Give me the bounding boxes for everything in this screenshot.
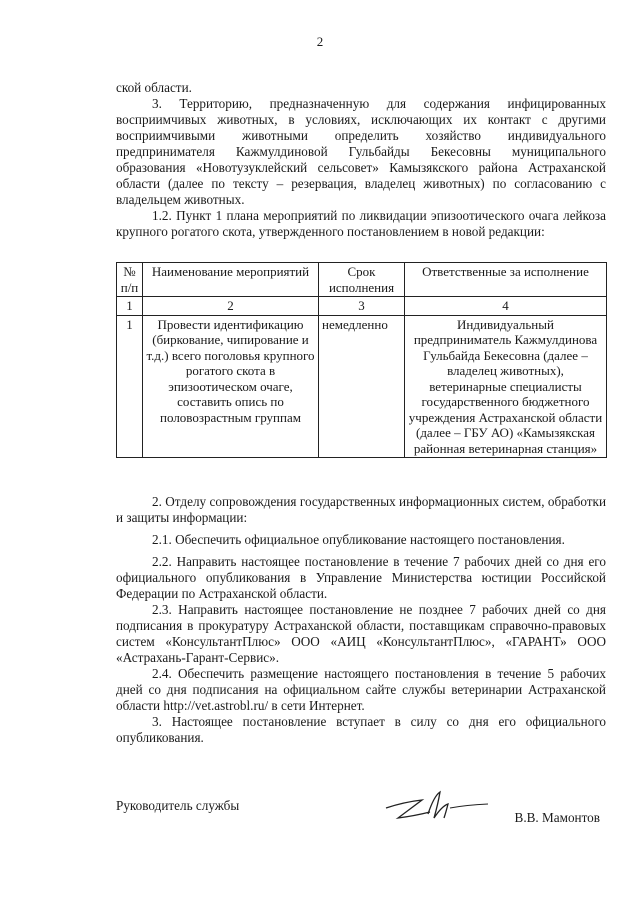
signer-name: В.В. Мамонтов bbox=[514, 810, 600, 825]
paragraph-3-final: 3. Настоящее постановление вступает в силу со дня его официального опубликования. bbox=[116, 714, 606, 745]
table-column-number-row bbox=[117, 297, 607, 316]
plan-table-wrapper bbox=[116, 262, 606, 458]
top-text bbox=[116, 80, 606, 240]
bottom-text bbox=[116, 494, 606, 746]
column-number: 1 bbox=[117, 297, 143, 316]
paragraph-2-3: 2.3. Направить настоящее постановление не позднее 7 рабочих дней со дня подписания в прокуратуру Астраханской области, поставщикам справочно-правовых систем «КонсультантПлюс» ООО «АИЦ «КонсультантПлюс», «ГАРАНТ» ООО «Астрахань-Гарант-Сервис». bbox=[116, 602, 606, 665]
paragraph-1-2: 1.2. Пункт 1 плана мероприятий по ликвидации эпизоотического очага лейкоза крупного рогатого скота, утвержденного постановлением в новой редакции: bbox=[116, 208, 606, 239]
column-number: 4 bbox=[405, 297, 607, 316]
column-number: 3 bbox=[319, 297, 405, 316]
paragraph-2-4: 2.4. Обеспечить размещение настоящего постановления в течение 5 рабочих дней со дня подписания на официальном сайте службы ветеринарии Астраханской области http://vet.astrobl.ru/ в сети Интернет. bbox=[116, 666, 606, 713]
row-num: 1 bbox=[117, 315, 143, 458]
row-action: Провести идентификацию (биркование, чипирование и т.д.) всего поголовья крупного рогатого скота в эпизоотическом очаге, составить опись по половозрастным группам bbox=[143, 315, 319, 458]
paragraph-continuation: ской области. bbox=[116, 80, 192, 95]
paragraph-3: 3. Территорию, предназначенную для содержания инфицированных восприимчивых животных, в условиях, исключающих их контакт с другими восприимчивыми животными определить хозяйство индивидуального предпринимателя Кажмулдиновой Гульбайды Бекесовны муниципального образования «Новотузуклейский сельсовет» Камызякского района Астраханской области (далее по тексту – резервация, владелец животных) по согласованию с владельцем животных. bbox=[116, 96, 606, 207]
plan-table bbox=[116, 262, 607, 458]
header-responsible: Ответственные за исполнение bbox=[405, 263, 607, 297]
header-action: Наименование мероприятий bbox=[143, 263, 319, 297]
paragraph-2: 2. Отделу сопровождения государственных информационных систем, обработки и защиты информации: bbox=[116, 494, 606, 525]
table-header-row bbox=[117, 263, 607, 297]
paragraph-2-2: 2.2. Направить настоящее постановление в течение 7 рабочих дней со дня его официального опубликования в Управление Министерства юстиции Российской Федерации по Астраханской области. bbox=[116, 554, 606, 601]
page-number: 2 bbox=[316, 34, 324, 49]
header-num: № п/п bbox=[117, 263, 143, 297]
signer-title: Руководитель службы bbox=[116, 798, 240, 813]
paragraph-2-1: 2.1. Обеспечить официальное опубликование настоящего постановления. bbox=[152, 532, 565, 547]
row-term: немедленно bbox=[319, 315, 405, 458]
header-term: Срок исполнения bbox=[319, 263, 405, 297]
signature-block bbox=[116, 798, 606, 838]
handwritten-signature bbox=[384, 788, 494, 828]
column-number: 2 bbox=[143, 297, 319, 316]
table-row bbox=[117, 315, 607, 458]
row-responsible: Индивидуальный предприниматель Кажмулдинова Гульбайда Бекесовна (далее – владелец животных), ветеринарные специалисты государственного бюджетного учреждения Астраханской области (далее – ГБУ АО) «Камызякская районная ветеринарная станция» bbox=[405, 315, 607, 458]
